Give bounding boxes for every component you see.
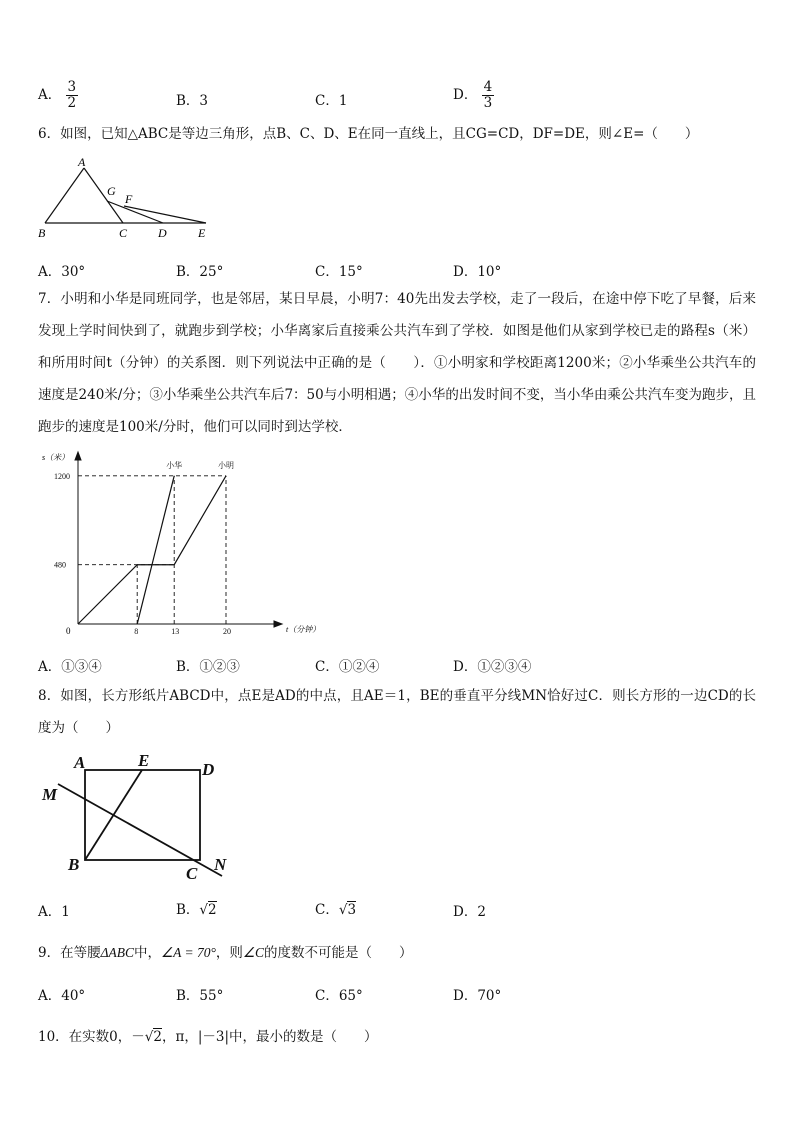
q8-label-a: A [74, 753, 86, 772]
q5-option-c: C．1 [315, 93, 348, 109]
y-tick-label-1: 480 [54, 560, 66, 570]
q9-triangle: ΔABC [100, 945, 135, 960]
q6-text: 6．如图，已知△ABC是等边三角形，点B、C、D、E在同一直线上，且CG=CD，DF=DE，则∠E=（ ） [38, 126, 699, 142]
q6-side-ac [84, 168, 123, 223]
q8-label-n: N [214, 855, 227, 874]
q7-text: 7．小明和小华是同班同学，也是邻居，某日早晨，小明7：40先出发去学校，走了一段后，在途中停下吃了早餐，后来发现上学时间快到了，就跑步到学校；小华离家后直接乘公共汽车到了学校．如图是他们从家到学校已走的路程s（米）和所用时间t（分钟）的关系图．则下列说法中正确的是（ ）．①小明家和学校距离1200米；②小华乘坐公共汽车的速度是240米/分；③小华乘坐公共汽车后7：50与小明相遇；④小华的出发时间不变，当小华由乘公共汽车变为跑步，且跑步的速度是100米/分时，他们可以同时到达学校． [38, 291, 756, 435]
q8-option-c [315, 898, 356, 918]
q8-option-c-label: C． [315, 902, 339, 918]
q5-option-d-label: D． [453, 86, 478, 103]
y-tick-label-2: 1200 [54, 471, 70, 481]
q8-text: 8．如图，长方形纸片ABCD中，点E是AD的中点，且AE＝1，BE的垂直平分线MN恰好过C．则长方形的一边CD的长度为（ ） [38, 688, 756, 736]
q6-label-a: A [78, 156, 86, 169]
q6-segment-fe [124, 206, 206, 223]
q5-option-a-label: A． [38, 86, 62, 103]
chart-origin-label: 0 [66, 626, 71, 636]
q7-option-d: D．①②③④ [453, 659, 532, 675]
q5-option-d-denominator: 3 [483, 94, 493, 111]
q8-label-m: M [42, 785, 58, 804]
q6-triangle-figure [36, 156, 226, 242]
q8-option-b [176, 898, 217, 918]
q6-label-b: B [38, 226, 46, 240]
q9-angle-c: ∠C [242, 945, 264, 960]
sqrt-icon: √ [338, 902, 348, 918]
q9-text [38, 941, 413, 961]
chart-x-arrow [274, 621, 282, 627]
q5-option-b: B．3 [176, 93, 209, 109]
q7-distance-time-chart [36, 446, 336, 644]
q9-text-mid: 中， [134, 945, 162, 961]
q5-option-a-numerator: 3 [67, 79, 77, 95]
q6-label-f: F [125, 192, 133, 206]
q9-text-mid2: ，则 [215, 945, 243, 961]
q8-option-d: D．2 [453, 904, 486, 920]
series-line-2 [137, 476, 174, 624]
q6-option-b: B．25° [176, 264, 224, 280]
q8-line-mn [58, 784, 222, 876]
q6-label-d: D [158, 226, 167, 240]
q6-option-a: A．30° [38, 264, 86, 280]
q7-option-c: C．①②④ [315, 659, 380, 675]
chart-y-axis-label: s（米） [42, 453, 70, 462]
q10-text [38, 1025, 378, 1045]
q8-option-a: A．1 [38, 904, 70, 920]
q8-option-b-label: B． [176, 902, 200, 918]
q9-text-post: 的度数不可能是（ ） [264, 945, 413, 961]
q5-option-d-numerator: 4 [483, 79, 493, 95]
q8-label-c: C [186, 864, 198, 883]
q5-option-d-fraction [482, 80, 495, 111]
q8-rectangle-figure [36, 746, 246, 884]
q9-option-a: A．40° [38, 988, 86, 1004]
q8-option-c-radicand: 3 [347, 902, 357, 918]
q9-option-b: B．55° [176, 988, 224, 1004]
q7-option-b: B．①②③ [176, 659, 240, 675]
q9-angle-a: ∠A = 70° [161, 945, 216, 960]
q6-label-e: E [198, 226, 206, 240]
q6-label-g: G [107, 184, 116, 198]
q9-option-c: C．65° [315, 988, 363, 1004]
q5-option-a-fraction [66, 80, 79, 111]
q6-side-ab [45, 168, 84, 223]
x-tick-label-2: 13 [171, 627, 180, 636]
q8-label-b: B [68, 855, 80, 874]
q6-option-c: C．15° [315, 264, 363, 280]
q8-rectangle-abcd [85, 770, 200, 860]
q6-label-c: C [119, 226, 128, 240]
x-tick-label-3: 20 [223, 627, 231, 636]
series-label-2: 小华 [166, 460, 183, 470]
q6-option-d: D．10° [453, 264, 502, 280]
q5-option-a [38, 80, 78, 111]
q10-text-pre: 10．在实数0，－ [38, 1029, 145, 1045]
q8-label-d: D [202, 760, 215, 779]
q8-option-b-radicand: 2 [208, 902, 217, 918]
series-line-1 [78, 476, 226, 624]
q7-option-a: A．①③④ [38, 659, 102, 675]
q10-radicand: 2 [153, 1029, 162, 1045]
sqrt-icon: √ [199, 902, 209, 918]
q8-label-e: E [138, 751, 150, 770]
chart-y-arrow [75, 452, 81, 460]
q5-option-a-denominator: 2 [67, 94, 77, 111]
series-label-1: 小明 [218, 460, 234, 470]
sqrt-icon: √ [144, 1029, 154, 1045]
x-tick-label-1: 8 [134, 627, 139, 636]
chart-x-axis-label: t（分钟） [286, 625, 321, 634]
q9-option-d: D．70° [453, 988, 502, 1004]
q9-text-pre: 9．在等腰 [38, 945, 101, 961]
q5-option-d [453, 80, 494, 111]
q10-text-post: ，π，|－3|中，最小的数是（ ） [161, 1029, 378, 1045]
